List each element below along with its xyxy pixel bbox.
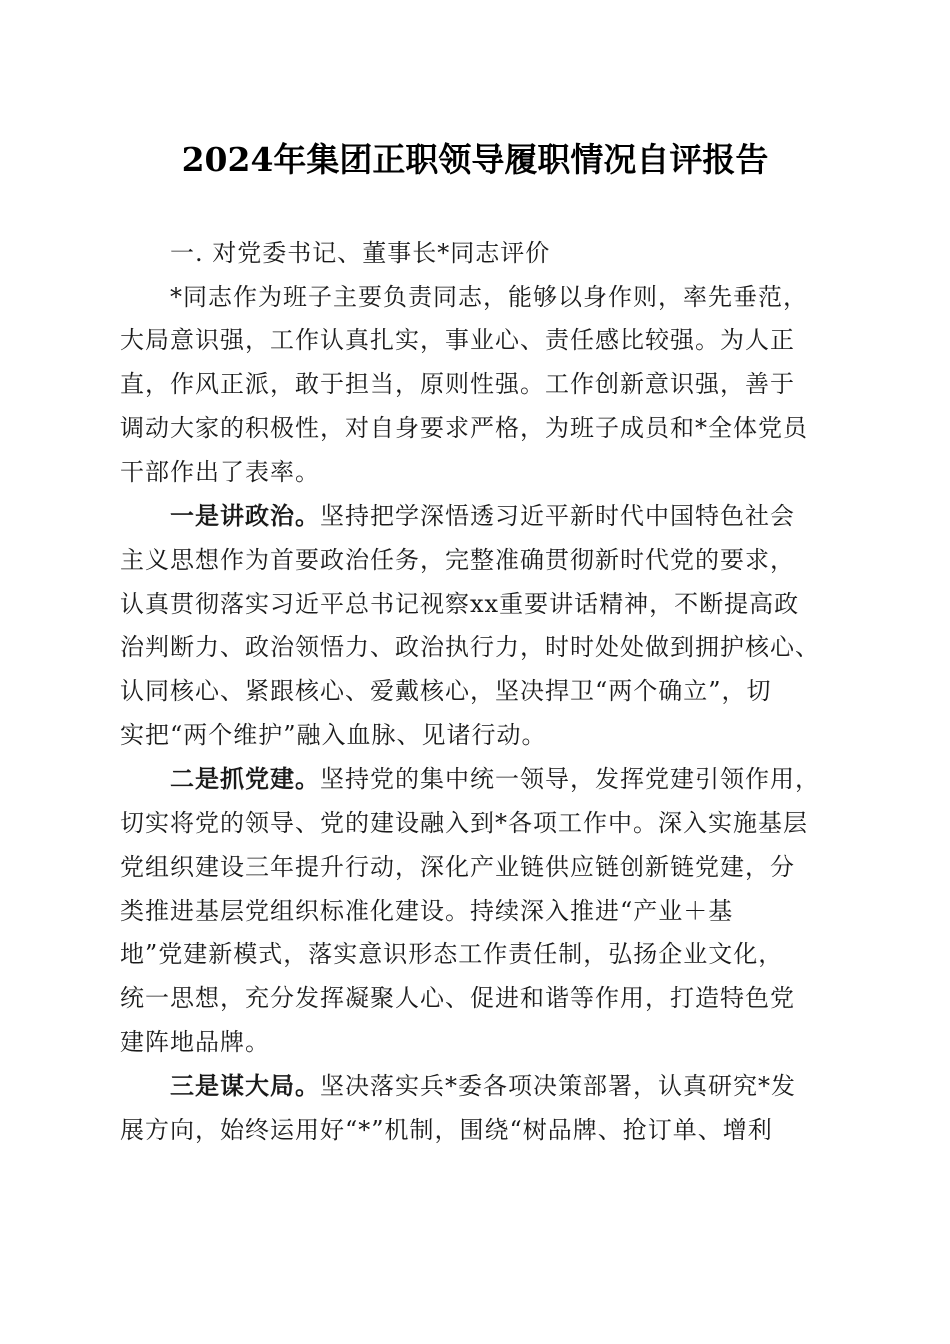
section-heading: 一. 对党委书记、董事长*同志评价 — [170, 239, 551, 267]
paragraph-2-line: 建阵地品牌。 — [120, 1027, 270, 1056]
paragraph-2-line: 党组织建设三年提升行动，深化产业链供应链创新链党建，分 — [120, 852, 795, 881]
paragraph-1-line: 实把“两个维护”融入血脉、见诸行动。 — [120, 720, 547, 749]
paragraph-2-first-line — [120, 757, 826, 802]
document-body — [120, 232, 826, 1153]
paragraph-2-line: 切实将党的领导、党的建设融入到*各项工作中。深入实施基层 — [120, 809, 808, 838]
paragraph-2-line: 统一思想，充分发挥凝聚人心、促进和谐等作用，打造特色党 — [120, 983, 795, 1012]
paragraph-2-lead: 二是抓党建。 — [170, 764, 320, 794]
paragraph-1-line: 认真贯彻落实习近平总书记视察xx重要讲话精神，不断提高政 — [120, 589, 800, 618]
paragraph-1-first-line — [120, 494, 826, 539]
paragraph-1-lead: 一是讲政治。 — [170, 501, 320, 531]
paragraph-2-line: 类推进基层党组织标准化建设。持续深入推进“产业＋基 — [120, 896, 734, 925]
paragraph-2-line: 地”党建新模式，落实意识形态工作责任制，弘扬企业文化， — [120, 940, 784, 969]
intro-line: 直，作风正派，敢于担当，原则性强。工作创新意识强，善于 — [120, 370, 795, 399]
intro-line: 大局意识强，工作认真扎实，事业心、责任感比较强。为人正 — [120, 326, 795, 355]
paragraph-1-line: 主义思想作为首要政治任务，完整准确贯彻新时代党的要求， — [120, 545, 795, 574]
paragraph-3-first-line — [120, 1064, 826, 1109]
paragraph-1-text: 坚持把学深悟透习近平新时代中国特色社会 — [320, 502, 795, 531]
document-title: 2024年集团正职领导履职情况自评报告 — [181, 140, 769, 179]
intro-line: 干部作出了表率。 — [120, 457, 320, 486]
paragraph-1-line: 治判断力、政治领悟力、政治执行力，时时处处做到拥护核心、 — [120, 633, 820, 662]
paragraph-1-line: 认同核心、紧跟核心、爱戴核心，坚决捍卫“两个确立”，切 — [120, 677, 772, 706]
paragraph-3-lead: 三是谋大局。 — [170, 1071, 320, 1101]
paragraph-3-line: 展方向，始终运用好“*”机制，围绕“树品牌、抢订单、增利 — [120, 1116, 773, 1145]
paragraph-3-text: 坚决落实兵*委各项决策部署，认真研究*发 — [320, 1072, 796, 1101]
intro-line: *同志作为班子主要负责同志，能够以身作则，率先垂范， — [170, 282, 808, 311]
paragraph-2-text: 坚持党的集中统一领导，发挥党建引领作用， — [320, 765, 820, 794]
intro-line: 调动大家的积极性，对自身要求严格，为班子成员和*全体党员 — [120, 413, 808, 442]
